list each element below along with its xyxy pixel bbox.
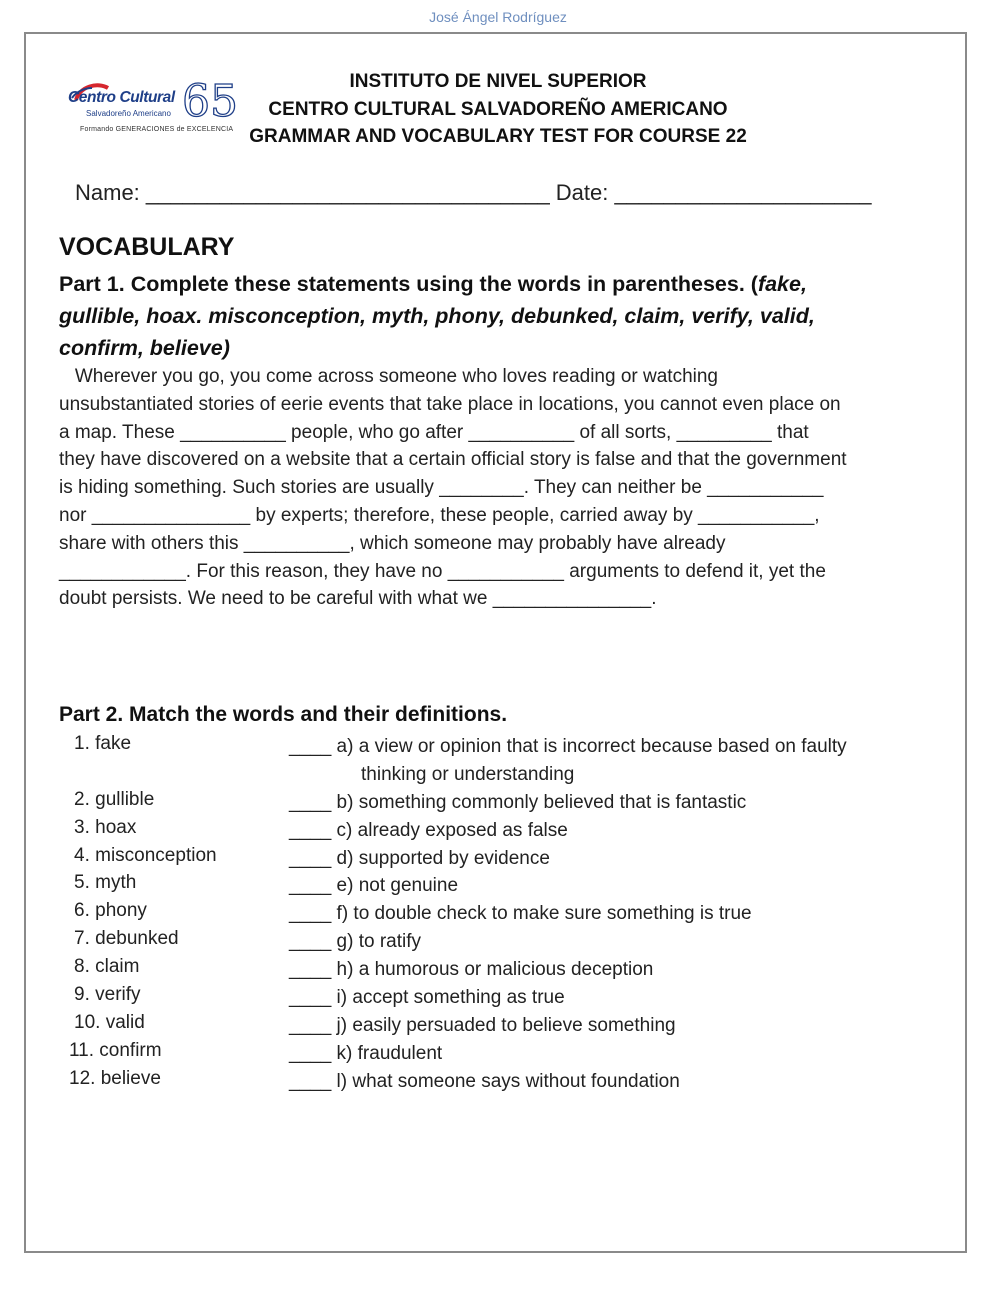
definition-item[interactable]: ____ l) what someone says without foundation (289, 1070, 680, 1092)
word-item: 6. phony (74, 900, 147, 922)
paragraph-line[interactable]: share with others this __________, which someone may probably have already (59, 532, 726, 554)
list-item (0, 1068, 1000, 1096)
list-item (0, 984, 1000, 1012)
part2-title: Part 2. Match the words and their definitions. (59, 703, 508, 726)
definition-item[interactable]: ____ j) easily persuaded to believe something (289, 1014, 676, 1036)
definition-item[interactable]: ____ f) to double check to make sure something is true (289, 903, 752, 925)
document-header (248, 68, 748, 151)
header-line-1: INSTITUTO DE NIVEL SUPERIOR (349, 71, 647, 92)
part1-title-line-1: Part 1. Complete these statements using the words in parentheses. (fake, (59, 272, 807, 296)
section-title-vocabulary: VOCABULARY (59, 233, 235, 261)
list-item (0, 733, 1000, 789)
logo-name: Centro Cultural (68, 89, 175, 106)
definition-continuation: thinking or understanding (361, 763, 575, 785)
header-line-3: GRAMMAR AND VOCABULARY TEST FOR COURSE 22 (249, 126, 747, 147)
word-item: 11. confirm (69, 1039, 162, 1061)
word-item: 3. hoax (74, 816, 137, 838)
word-item: 12. believe (69, 1067, 161, 1089)
list-item (0, 1040, 1000, 1068)
logo-subtitle: Salvadoreño Americano (86, 109, 171, 118)
definition-item[interactable]: ____ a) a view or opinion that is incorrect because based on faulty (289, 736, 847, 757)
word-item: 1. fake (74, 733, 132, 754)
paragraph-line[interactable]: nor _______________ by experts; therefore, these people, carried away by ___________, (59, 504, 820, 526)
word-item: 7. debunked (74, 928, 179, 950)
definition-item[interactable]: ____ b) something commonly believed that is fantastic (289, 791, 747, 813)
name-date-line[interactable]: Name: _________________________________ Date: _____________________ (75, 180, 872, 205)
definition-item[interactable]: ____ e) not genuine (289, 875, 459, 897)
list-item (0, 900, 1000, 928)
part1-title-line-3: confirm, believe) (59, 336, 230, 360)
definition-item[interactable]: ____ d) supported by evidence (289, 847, 550, 869)
definition-item[interactable]: ____ h) a humorous or malicious deception (289, 959, 654, 981)
definition-item[interactable]: ____ c) already exposed as false (289, 819, 568, 841)
paragraph-line[interactable]: doubt persists. We need to be careful with what we _______________. (59, 588, 657, 610)
list-item (0, 1012, 1000, 1040)
definition-item[interactable]: ____ k) fraudulent (289, 1042, 443, 1064)
word-item: 9. verify (74, 984, 141, 1006)
header-line-2: CENTRO CULTURAL SALVADOREÑO AMERICANO (268, 98, 728, 120)
logo-tagline: Formando GENERACIONES de EXCELENCIA (80, 126, 234, 133)
word-item: 4. misconception (74, 844, 217, 866)
word-item: 2. gullible (74, 788, 155, 810)
part1-title-italic-start: fake, (757, 272, 807, 296)
logo (68, 76, 238, 138)
definition-item[interactable]: ____ i) accept something as true (289, 987, 565, 1009)
part1-paragraph (59, 363, 944, 613)
definition-item[interactable]: ____ g) to ratify (289, 931, 422, 953)
list-item (0, 928, 1000, 956)
word-item: 8. claim (74, 956, 140, 978)
paragraph-line[interactable]: a map. These __________ people, who go after __________ of all sorts, _________ that (59, 421, 809, 443)
word-item: 10. valid (74, 1011, 145, 1033)
paragraph-line[interactable]: is hiding something. Such stories are usually ________. They can neither be ___________ (59, 477, 824, 499)
paragraph-line: unsubstantiated stories of eerie events that take place in locations, you cannot even place on (59, 393, 841, 415)
part1-title (59, 268, 939, 364)
list-item (0, 872, 1000, 900)
author-name: José Ángel Rodríguez (429, 9, 567, 25)
svg-text:65: 65 (182, 76, 238, 127)
paragraph-line: they have discovered on a website that a certain official story is false and that the government (59, 449, 847, 471)
list-item (0, 817, 1000, 845)
list-item (0, 845, 1000, 873)
paragraph-line[interactable]: ____________. For this reason, they have no ___________ arguments to defend it, yet the (59, 560, 826, 582)
list-item (0, 789, 1000, 817)
matching-list (0, 733, 1000, 1096)
word-item: 5. myth (74, 872, 137, 894)
paragraph-line: Wherever you go, you come across someone who loves reading or watching (59, 366, 718, 387)
part1-title-line-2: gullible, hoax. misconception, myth, phony, debunked, claim, verify, valid, (59, 304, 815, 328)
list-item (0, 956, 1000, 984)
